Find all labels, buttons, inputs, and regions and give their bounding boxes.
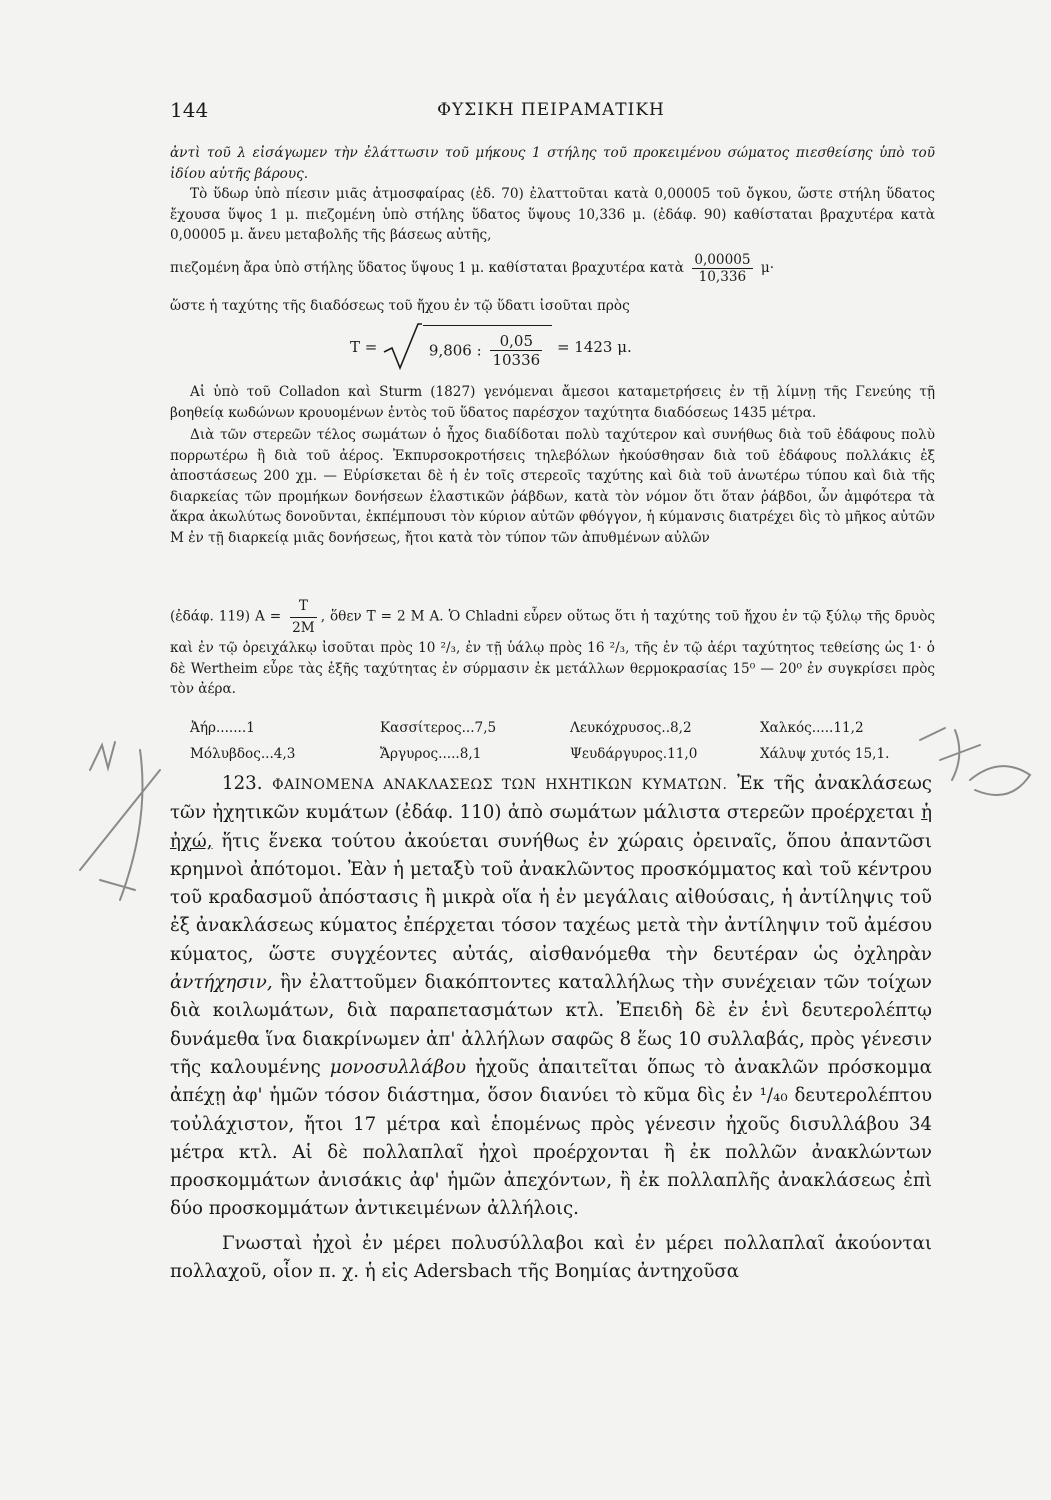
speed-line-block bbox=[170, 296, 935, 317]
speed-formula bbox=[350, 322, 632, 378]
intro-italic-paragraph: ἀντὶ τοῦ λ εἰσάγωμεν τὴν ἐλάττωσιν τοῦ μήκους 1 στήλης τοῦ προκειμένου σώματος πιεσθείσης ὑπὸ τοῦ ἰδίου αὐτῆς βάρους. bbox=[170, 145, 935, 182]
formula-radicand bbox=[423, 325, 552, 369]
section-number: 123. bbox=[222, 773, 263, 794]
colladon-paragraph: Αἱ ὑπὸ τοῦ Colladon καὶ Sturm (1827) γενόμεναι ἄμεσοι καταμετρήσεις ἐν τῇ λίμνῃ τῆς Γενεύης τῇ βοηθείᾳ κωδώνων κρουομένων ἐντὸς τοῦ ὕδατος παρέσχον ταχύτητα διαδόσεως 1435 μέτρα. bbox=[170, 384, 935, 421]
section-text-1: Ἐκ τῆς ἀνακλάσεως τῶν ἠχητικῶν κυμάτων (ἐδάφ. 110) ἀπὸ σωμάτων μάλιστα στερεῶν προέρχεται bbox=[170, 773, 932, 824]
table-cell: Χάλυψ χυτός 15,1. bbox=[760, 746, 890, 762]
formula-den: 10336 bbox=[492, 351, 541, 369]
table-cell: Λευκόχρυσος..8,2 bbox=[570, 720, 692, 736]
section-text-4: ἠχοῦς ἀπαιτεῖται ὅπως τὸ ἀνακλῶν πρόσκομμα ἀπέχῃ ἀφ' ἡμῶν τόσον διάστημα, ὅσον διανύει τὸ κῦμα δὶς ἐν ¹/₄₀ δευτερολέπτου τοὐλάχιστον, ἤτοι 17 μέτρα καὶ ἑπομένως πρὸς γένεσιν ἠχοῦς δισυλλάβου 34 μέτρα κτλ. Αἱ δὲ πολλαπλαῖ ἠχοὶ προέρχονται ἢ ἐκ πολλῶν ἀνακλώντων προσκομμάτων ἀνισάκις ἀφ' ἡμῶν ἀπεχόντων, ἢ ἐκ πολλαπλῆς ἀνακλάσεως ἐπὶ δύο προσκομμάτων ἀντικειμένων ἀλλήλοις. bbox=[170, 1056, 932, 1220]
chladni-num: T bbox=[290, 596, 317, 618]
table-cell: Ψευδάργυρος.11,0 bbox=[570, 746, 698, 762]
fraction-denominator: 10,336 bbox=[698, 269, 747, 285]
section-text-3: ἣν ἐλαττοῦμεν διακόπτοντες καταλλήλως τὴν συνέχειαν τῶν τοίχων διὰ κοιλωμάτων, διὰ παραπετασμάτων κτλ. Ἐπειδὴ δὲ ἐν ἑνὶ δευτερολέπτῳ δυνάμεθα ἵνα διακρίνωμεν ἀπ' ἀλλήλων σαφῶς 8 ἕως 10 συλλαβάς, πρὸς γένεσιν τῆς καλουμένης bbox=[170, 972, 932, 1078]
section-heading: ΦΑΙΝΟΜΕΝΑ ΑΝΑΚΛΑΣΕΩΣ ΤΩΝ ΗΧΗΤΙΚΩΝ ΚΥΜΑΤΩΝ. bbox=[272, 777, 728, 793]
page-header bbox=[170, 98, 932, 128]
running-title: ΦΥΣΙΚΗ ΠΕΙΡΑΜΑΤΙΚΗ bbox=[437, 100, 665, 120]
echo-term: ἡ ἠχώ, bbox=[170, 802, 932, 852]
solids-paragraph: Διὰ τῶν στερεῶν τέλος σωμάτων ὁ ἦχος διαδίδοται πολὺ ταχύτερον καὶ συνήθως διὰ τοῦ ἐδάφους πολὺ πορρωτέρω ἢ διὰ τοῦ ἀέρος. Ἐκπυρσοκροτήσεις τηλεβόλων ἠκούσθησαν διὰ τοῦ ἐδάφους πολλάκις ἐξ ἀποστάσεως 200 χμ. — Εὑρίσκεται δὲ ἡ ἐν τοῖς στερεοῖς ταχύτης καὶ διὰ τοῦ ἀνωτέρω τύπου καὶ διὰ τῆς διαρκείας τῶν προμήκων δονήσεων ἐλαστικῶν ῥάβδων, κατὰ τὸν νόμον ὅτι ὅταν ῥάβδοι, ὧν ἀμφότερα τὰ ἄκρα ἀκωλύτως δονοῦνται, ἐκπέμπουσι τὸν κύριον αὐτῶν φθόγγον, ἡ κύμανσις διατρέχει δὶς τὸ μῆκος αὐτῶν Μ ἐν τῇ διαρκείᾳ μιᾶς δονήσεως, ἤτοι κατὰ τὸν τύπον τῶν ἀπυθμένων αὐλῶν bbox=[170, 427, 935, 546]
monosyllabic-term: μονοσυλλάβου bbox=[329, 1056, 466, 1078]
chladni-post: , ὅθεν T = 2 M A. Ὁ Chladni εὗρεν οὕτως ὅτι ἡ ταχύτης τοῦ ἤχου ἐν τῷ ξύλῳ τῆς δρυὸς καὶ ἐν τῷ ὀρειχάλκῳ ἰσοῦται πρὸς 10 ²/₃, ἐν τῇ ὑάλῳ πρὸς 16 ²/₃, τῆς ἐν τῷ ἀέρι ταχύτητος τεθείσης ὡς 1· ὁ δὲ Wertheim εὗρε τὰς ἑξῆς ταχύτητας ἐν σύρμασιν ἐκ μετάλλων θερμοκρασίας 15⁰ — 20⁰ ἐν συγκρίσει πρὸς τὸν ἀέρα. bbox=[170, 608, 935, 697]
sound-body-block bbox=[170, 382, 935, 548]
table-cell: Κασσίτερος...7,5 bbox=[380, 720, 497, 736]
formula-a: 9,806 : bbox=[428, 341, 482, 360]
chladni-pre: (ἐδάφ. 119) A = bbox=[170, 608, 282, 625]
pencil-marks-icon bbox=[40, 720, 1040, 920]
page-number: 144 bbox=[170, 98, 209, 122]
formula-lhs: T = bbox=[350, 338, 378, 356]
formula-rhs: = 1423 μ. bbox=[556, 338, 632, 356]
formula-fraction bbox=[490, 332, 542, 369]
table-cell: Μόλυβδος...4,3 bbox=[190, 746, 296, 762]
table-cell: Χαλκός.....11,2 bbox=[760, 720, 864, 736]
formula-num: 0,05 bbox=[490, 332, 542, 351]
antechesis-term: ἀντήχησιν, bbox=[170, 972, 273, 994]
fraction-numerator: 0,00005 bbox=[694, 252, 751, 268]
section-text-2: ἥτις ἕνεκα τούτου ἀκούεται συνήθως ἐν χώραις ὀρειναῖς, ὅπου ἀπαντῶσι κρημνοὶ ἀπότομοι. Ἐὰν ἡ μεταξὺ τοῦ ἀνακλῶντος προσκόμματος καὶ τοῦ κέντρου τοῦ κραδασμοῦ ἀπόστασις ἢ μικρὰ οἵα ἡ ἐν μεγάλαις αἰθούσαις, ἡ ἀντίληψις τοῦ ἐξ ἀνακλάσεως κύματος ἐπέρχεται τόσον ταχέως μετὰ τὴν ἀντίληψιν τοῦ ἀμέσου κύματος, ὥστε συγχέοντες αὐτάς, αἰσθανόμεθα τὴν δευτέραν ὡς ὀχληρὰν bbox=[170, 830, 932, 965]
chladni-den: 2M bbox=[292, 619, 315, 636]
table-cell: Ἄργυρος.....8,1 bbox=[380, 746, 482, 762]
chladni-block bbox=[170, 596, 935, 700]
speed-line: ὥστε ἡ ταχύτης τῆς διαδόσεως τοῦ ἤχου ἐν τῷ ὕδατι ἰσοῦται πρὸς bbox=[170, 298, 630, 314]
fraction-unit: μ· bbox=[760, 260, 775, 276]
fraction-line-text: πιεζομένη ἄρα ὑπὸ στήλης ὕδατος ὕψους 1 μ. καθίσταται βραχυτέρα κατὰ bbox=[170, 260, 684, 276]
intro-block bbox=[170, 143, 935, 246]
table-cell: Ἀήρ.......1 bbox=[190, 720, 255, 736]
compression-fraction bbox=[692, 252, 752, 285]
last-paragraph: Γνωσταὶ ἠχοὶ ἐν μέρει πολυσύλλαβοι καὶ ἐν μέρει πολλαπλαῖ ἀκούονται πολλαχοῦ, οἷον π. χ. ἡ εἰς Adersbach τῆς Βοημίας ἀντηχοῦσα bbox=[170, 1232, 932, 1283]
chladni-fraction bbox=[290, 596, 317, 638]
water-compression-paragraph: Τὸ ὕδωρ ὑπὸ πίεσιν μιᾶς ἀτμοσφαίρας (ἐδ. 70) ἐλαττοῦται κατὰ 0,00005 τοῦ ὄγκου, ὥστε στήλη ὕδατος ἔχουσα ὕψος 1 μ. πιεζομένη ὑπὸ στήλης ὕδατος ὕψους 10,336 μ. (ἐδάφ. 90) καθίσταται βραχυτέρα κατὰ 0,00005 μ. ἄνευ μεταβολῆς τῆς βάσεως αὐτῆς, bbox=[170, 186, 935, 243]
sqrt-sign-icon bbox=[382, 322, 422, 372]
fraction-line bbox=[170, 252, 935, 285]
